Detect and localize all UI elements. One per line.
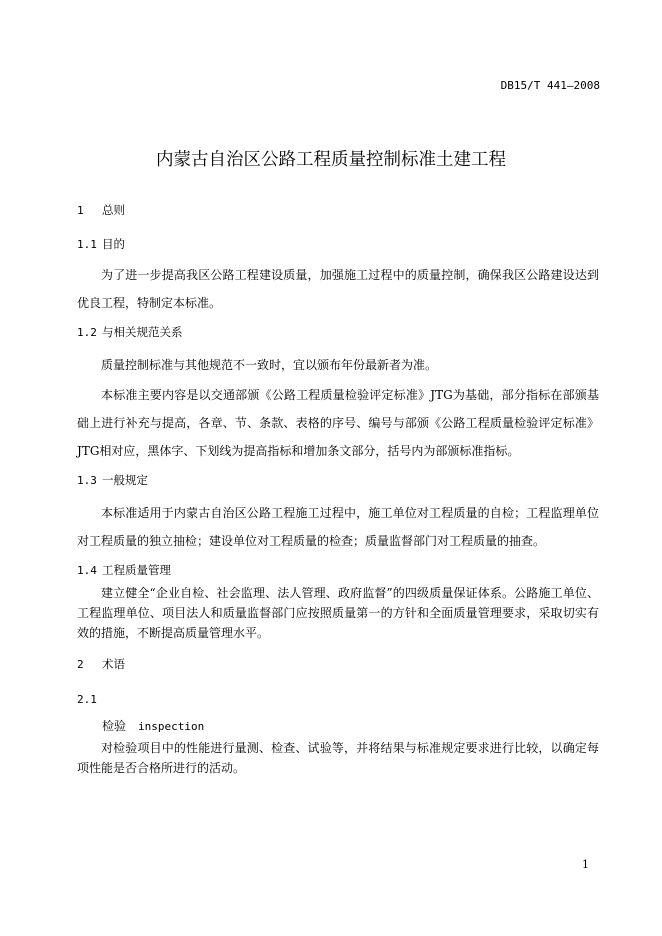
paragraph-1-1: 为了进一步提高我区公路工程建设质量，加强施工过程中的质量控制，确保我区公路建设达到优良工程，特制定本标准。: [77, 268, 599, 310]
standard-code: DB15/T 441—2008: [500, 79, 600, 92]
heading-number: 2.1: [77, 693, 97, 706]
heading-number: 1.1: [77, 238, 97, 251]
paragraph-1-2-b: 本标准主要内容是以交通部颁《公路工程质量检验评定标准》JTG为基础，部分指标在部颁基础上进行补充与提高，各章、节、条款、表格的序号、编号与部颁《公路工程质量检验评定标准》JTG相对应，黑体字、下划线为提高指标和增加条文部分，括号内为部颁标准指标。: [77, 388, 599, 458]
term-definition: 对检验项目中的性能进行量测、检查、试验等，并将结果与标准规定要求进行比较，以确定每项性能是否合格所进行的活动。: [77, 741, 599, 775]
heading-text: 总则: [102, 203, 125, 217]
heading-text: 与相关规范关系: [102, 325, 183, 339]
paragraph-1-4: 建立健全“企业自检、社会监理、法人管理、政府监督”的四级质量保证体系。公路施工单位、工程监理单位、项目法人和质量监督部门应按照质量第一的方针和全面质量管理要求，采取切实有效的措施，不断提高质量管理水平。: [77, 586, 599, 640]
term-entry: [102, 717, 204, 734]
heading-text: 一般规定: [102, 473, 148, 487]
heading-text: 工程质量管理: [102, 563, 171, 577]
heading-1-1: [77, 236, 125, 252]
page-number: 1: [582, 858, 589, 871]
heading-number: 1.4: [77, 564, 97, 577]
paragraph-1-2-a: 质量控制标准与其他规范不一致时，宜以颁布年份最新者为准。: [101, 358, 438, 372]
heading-1-2: [77, 324, 183, 340]
document-title: 内蒙古自治区公路工程质量控制标准土建工程: [156, 150, 506, 170]
heading-number: 1.3: [77, 474, 97, 487]
heading-number: 1: [77, 204, 84, 217]
heading-1: [77, 202, 125, 218]
heading-1-4: [77, 562, 171, 578]
heading-number: 2: [77, 658, 84, 671]
heading-2-1: [77, 692, 102, 706]
paragraph-1-3: 本标准适用于内蒙古自治区公路工程施工过程中，施工单位对工程质量的自检；工程监理单位对工程质量的独立抽检；建设单位对工程质量的检查；质量监督部门对工程质量的抽查。: [77, 506, 599, 548]
heading-text: 目的: [102, 237, 125, 251]
term-english: inspection: [138, 720, 205, 733]
term-chinese: 检验: [102, 719, 127, 733]
heading-number: 1.2: [77, 326, 97, 339]
heading-text: 术语: [102, 657, 125, 671]
heading-2: [77, 656, 125, 672]
heading-1-3: [77, 472, 148, 488]
